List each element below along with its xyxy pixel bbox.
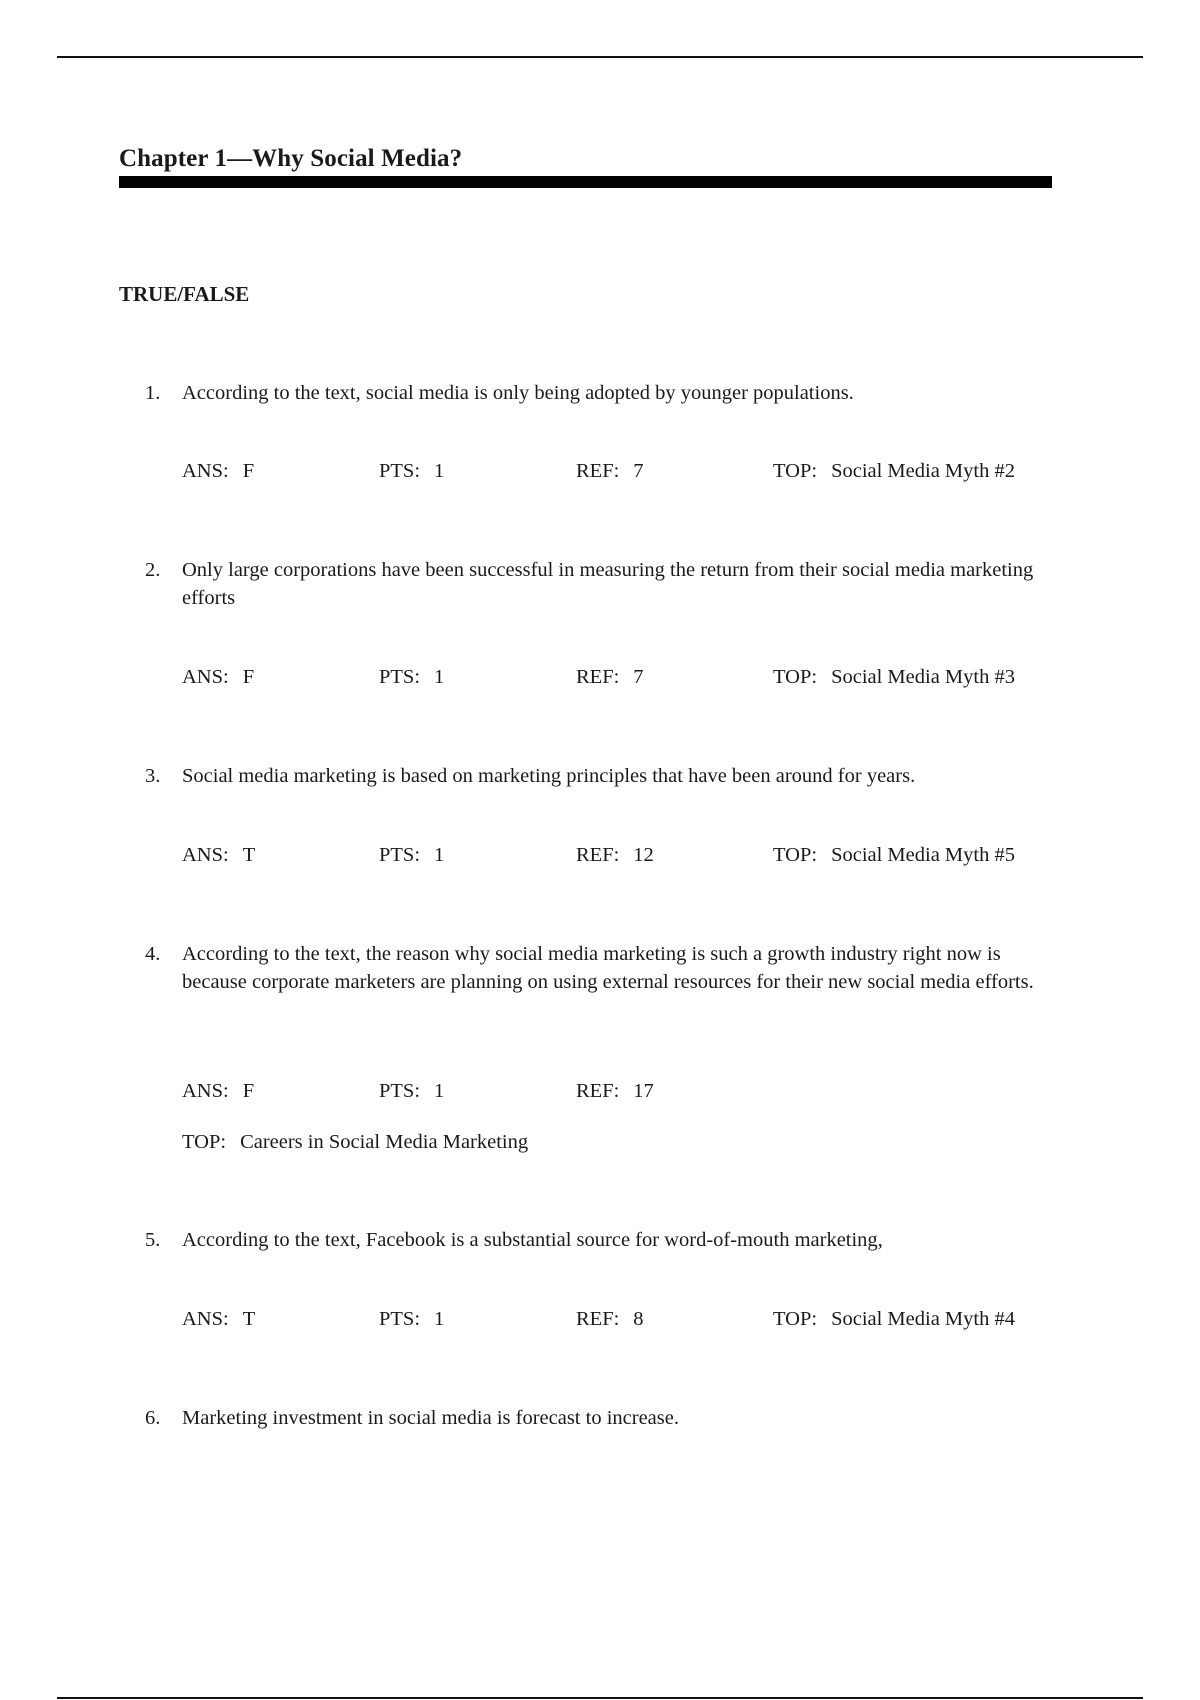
reference-field [576, 1305, 644, 1333]
points-field [379, 1305, 444, 1333]
points-label: PTS: [379, 460, 421, 482]
topic-value: Social Media Myth #2 [831, 460, 1015, 482]
question-text: According to the text, Facebook is a substantial source for word-of-mouth marketing, [182, 1229, 883, 1251]
answer-value: F [242, 1080, 255, 1102]
chapter-title-bar [119, 176, 1052, 188]
question-text: Social media marketing is based on marketing principles that have been around for years. [182, 765, 916, 787]
question-number: 6. [145, 1407, 161, 1429]
reference-label: REF: [576, 666, 620, 688]
reference-value: 12 [633, 844, 654, 866]
answer-label: ANS: [182, 666, 229, 688]
topic-value: Social Media Myth #4 [831, 1308, 1015, 1330]
section-title: TRUE/FALSE [119, 282, 250, 306]
question-2-meta [182, 663, 1082, 691]
answer-label: ANS: [182, 844, 229, 866]
question-4-meta [182, 1077, 1082, 1105]
question-1 [145, 379, 1060, 407]
topic-value: Careers in Social Media Marketing [240, 1131, 529, 1153]
question-number: 5. [145, 1229, 161, 1251]
page-bottom-rule [57, 1697, 1143, 1699]
answer-value: T [242, 1308, 256, 1330]
chapter-title: Chapter 1—Why Social Media? [119, 145, 463, 172]
points-field [379, 841, 444, 869]
reference-label: REF: [576, 1308, 620, 1330]
reference-label: REF: [576, 844, 620, 866]
question-text: Only large corporations have been successful in measuring the return from their social media marketing efforts [182, 559, 1034, 609]
reference-label: REF: [576, 1080, 620, 1102]
reference-value: 8 [633, 1308, 644, 1330]
answer-label: ANS: [182, 1080, 229, 1102]
answer-label: ANS: [182, 1308, 229, 1330]
answer-field [182, 841, 255, 869]
points-field [379, 663, 444, 691]
answer-field [182, 663, 254, 691]
points-field [379, 1077, 444, 1105]
question-text: Marketing investment in social media is forecast to increase. [182, 1407, 679, 1429]
question-number: 1. [145, 382, 161, 404]
topic-value: Social Media Myth #3 [831, 666, 1015, 688]
reference-label: REF: [576, 460, 620, 482]
topic-field [773, 841, 1015, 869]
points-value: 1 [434, 844, 445, 866]
question-number: 3. [145, 765, 161, 787]
question-3 [145, 762, 1060, 790]
question-number: 4. [145, 943, 161, 965]
topic-label: TOP: [773, 844, 818, 866]
reference-value: 7 [633, 460, 644, 482]
points-value: 1 [434, 666, 445, 688]
points-value: 1 [434, 1080, 445, 1102]
question-number: 2. [145, 559, 161, 581]
points-value: 1 [434, 460, 445, 482]
question-3-meta [182, 841, 1082, 869]
topic-label: TOP: [773, 1308, 818, 1330]
reference-value: 17 [633, 1080, 654, 1102]
answer-field [182, 1305, 255, 1333]
reference-value: 7 [633, 666, 644, 688]
question-4-topic [182, 1128, 1082, 1156]
reference-field [576, 841, 654, 869]
topic-field [773, 1305, 1015, 1333]
answer-label: ANS: [182, 460, 229, 482]
points-label: PTS: [379, 1308, 421, 1330]
question-4 [145, 940, 1060, 996]
reference-field [576, 663, 644, 691]
reference-field [576, 457, 644, 485]
points-value: 1 [434, 1308, 445, 1330]
topic-label: TOP: [773, 460, 818, 482]
topic-label: TOP: [182, 1131, 227, 1153]
points-label: PTS: [379, 1080, 421, 1102]
points-field [379, 457, 444, 485]
answer-value: T [242, 844, 256, 866]
topic-field [773, 457, 1015, 485]
question-5-meta [182, 1305, 1082, 1333]
question-5 [145, 1226, 1060, 1254]
topic-value: Social Media Myth #5 [831, 844, 1015, 866]
reference-field [576, 1077, 654, 1105]
answer-value: F [242, 666, 255, 688]
topic-field [182, 1128, 528, 1156]
question-text: According to the text, the reason why social media marketing is such a growth industry right now is because corporate marketers are planning on using external resources for their new social media efforts. [182, 943, 1034, 993]
question-1-meta [182, 457, 1082, 485]
answer-field [182, 457, 254, 485]
topic-field [773, 663, 1015, 691]
question-6 [145, 1404, 1060, 1432]
topic-label: TOP: [773, 666, 818, 688]
points-label: PTS: [379, 666, 421, 688]
answer-value: F [242, 460, 255, 482]
page-top-rule [57, 56, 1143, 58]
points-label: PTS: [379, 844, 421, 866]
question-2 [145, 556, 1060, 612]
question-text: According to the text, social media is only being adopted by younger populations. [182, 382, 854, 404]
answer-field [182, 1077, 254, 1105]
